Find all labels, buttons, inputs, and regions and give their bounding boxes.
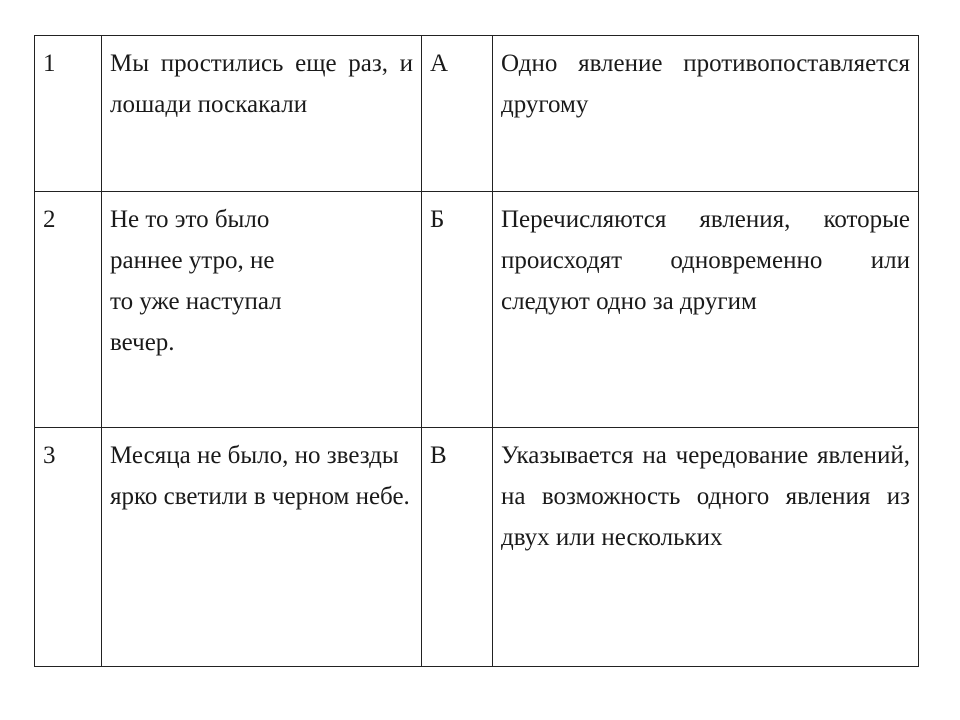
table-row <box>35 36 919 192</box>
sentence-cell <box>102 192 422 428</box>
option-letter: Б <box>422 192 493 428</box>
table-row <box>35 192 919 428</box>
option-letter: В <box>422 428 493 667</box>
row-number: 2 <box>35 192 102 428</box>
option-letter: А <box>422 36 493 192</box>
sentence-line: то уже наступал <box>110 288 282 315</box>
sentence-line: Не то это было <box>110 206 270 233</box>
sentence-line: раннее утро, не <box>110 247 275 274</box>
description-cell: Указывается на чередование явлений, на возможность одного явления из двух или нескольких <box>493 428 919 667</box>
description-cell: Перечисляются явления, которые происходят одновременно или следуют одно за другим <box>493 192 919 428</box>
row-number: 3 <box>35 428 102 667</box>
matching-table <box>34 35 919 667</box>
sentence-cell: Месяца не было, но звезды ярко светили в черном небе. <box>102 428 422 667</box>
description-cell: Одно явление противопоставляется другому <box>493 36 919 192</box>
sentence-line: вечер. <box>110 329 175 356</box>
row-number: 1 <box>35 36 102 192</box>
table-row <box>35 428 919 667</box>
sentence-cell: Мы простились еще раз, и лошади поскакали <box>102 36 422 192</box>
